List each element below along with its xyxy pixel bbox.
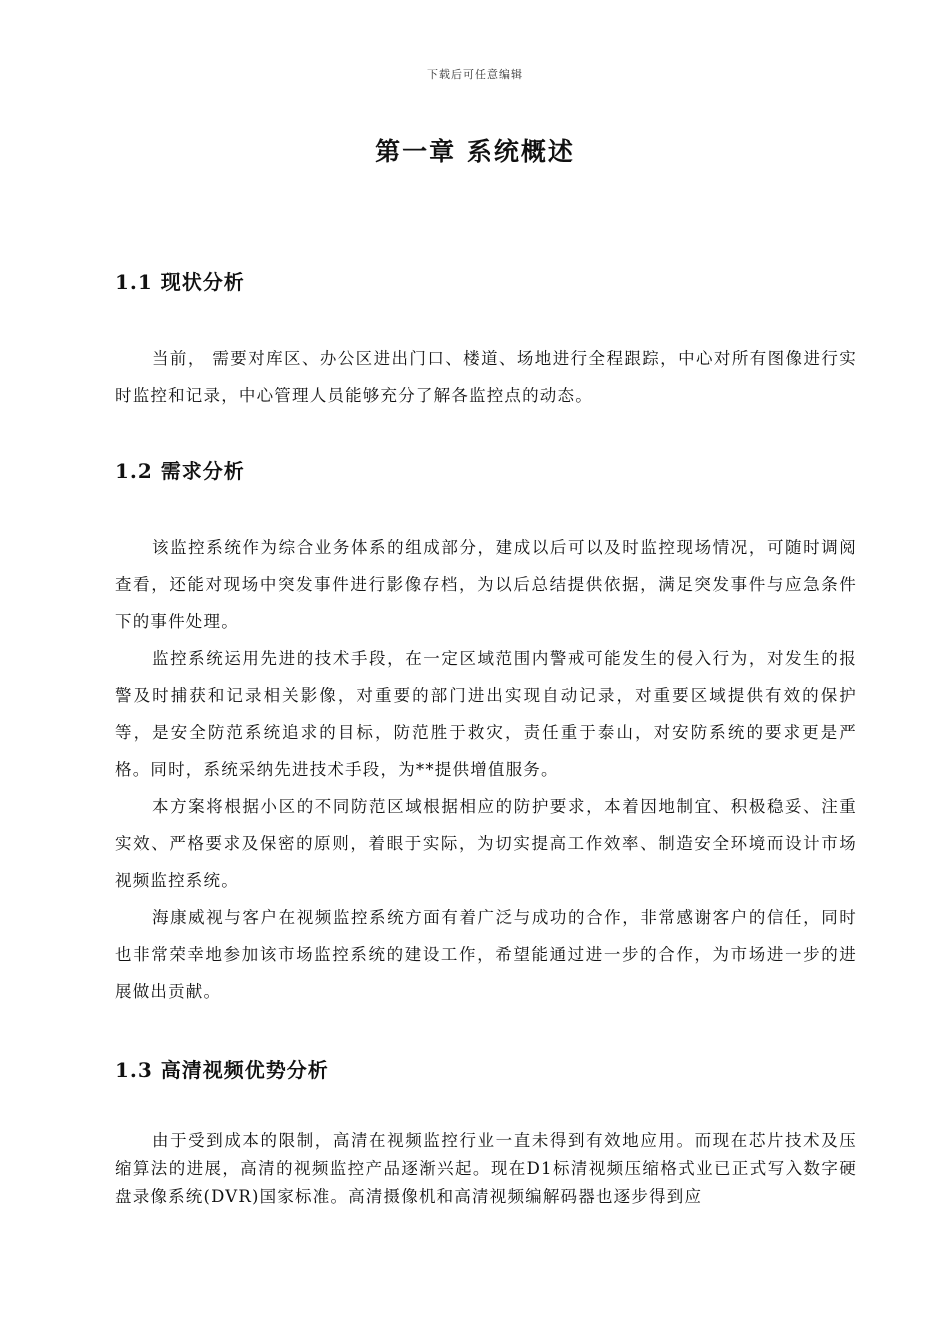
section-heading-1-1: 1.1 现状分析 bbox=[115, 270, 245, 294]
section-heading-1-2: 1.2 需求分析 bbox=[115, 459, 245, 483]
chapter-title: 第一章 系统概述 bbox=[375, 137, 575, 166]
paragraph: 该监控系统作为综合业务体系的组成部分，建成以后可以及时监控现场情况，可随时调阅查看，还能对现场中突发事件进行影像存档，为以后总结提供依据，满足突发事件与应急条件下的事件处理。 bbox=[115, 538, 857, 631]
section-heading-1-3: 1.3 高清视频优势分析 bbox=[115, 1058, 329, 1082]
paragraph: 由于受到成本的限制，高清在视频监控行业一直未得到有效地应用。而现在芯片技术及压缩算法的进展，高清的视频监控产品逐渐兴起。现在D1标清视频压缩格式业已正式写入数字硬盘录像系统(DVR)国家标准。高清摄像机和高清视频编解码器也逐步得到应 bbox=[115, 1131, 857, 1206]
paragraph: 当前， 需要对库区、办公区进出门口、楼道、场地进行全程跟踪，中心对所有图像进行实时监控和记录，中心管理人员能够充分了解各监控点的动态。 bbox=[115, 349, 857, 405]
paragraph: 监控系统运用先进的技术手段，在一定区域范围内警戒可能发生的侵入行为，对发生的报警及时捕获和记录相关影像，对重要的部门进出实现自动记录，对重要区域提供有效的保护等，是安全防范系统追求的目标，防范胜于救灾，责任重于泰山，对安防系统的要求更是严格。同时，系统采纳先进技术手段，为**提供增值服务。 bbox=[115, 649, 857, 779]
header-note: 下载后可任意编辑 bbox=[427, 68, 523, 81]
paragraph: 本方案将根据小区的不同防范区域根据相应的防护要求，本着因地制宜、积极稳妥、注重实效、严格要求及保密的原则，着眼于实际，为切实提高工作效率、制造安全环境而设计市场视频监控系统。 bbox=[115, 797, 857, 890]
paragraph: 海康威视与客户在视频监控系统方面有着广泛与成功的合作，非常感谢客户的信任，同时也非常荣幸地参加该市场监控系统的建设工作，希望能通过进一步的合作，为市场进一步的进展做出贡献。 bbox=[115, 908, 857, 1001]
